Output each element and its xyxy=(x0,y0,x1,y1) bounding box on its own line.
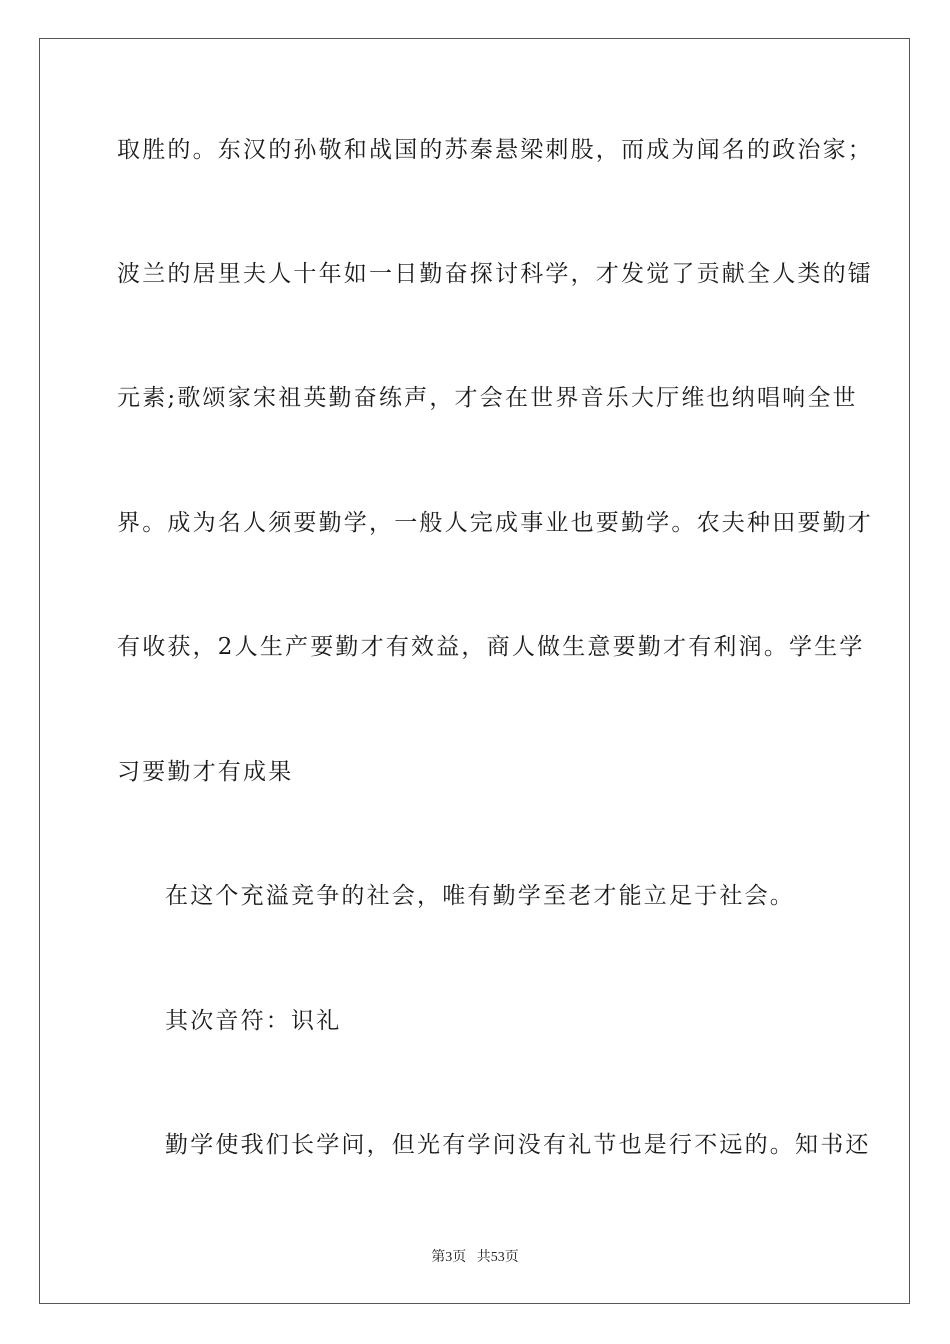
body-text-line: 界。成为名人须要勤学，一般人完成事业也要勤学。农夫种田要勤才 xyxy=(117,510,873,536)
body-text-line: 有收获，2人生产要勤才有效益，商人做生意要勤才有利润。学生学 xyxy=(117,634,865,660)
section-heading: 其次音符：识礼 xyxy=(165,1008,342,1034)
body-text-line: 波兰的居里夫人十年如一日勤奋探讨科学，才发觉了贡献全人类的镭 xyxy=(117,261,873,287)
body-text-line: 习要勤才有成果 xyxy=(117,759,294,785)
body-text-line: 元素;歌颂家宋祖英勤奋练声，才会在世界音乐大厅维也纳唱响全世 xyxy=(117,385,858,411)
paragraph-text: 在这个充溢竞争的社会，唯有勤学至老才能立足于社会。 xyxy=(165,883,795,909)
paragraph-text: 勤学使我们长学问，但光有学问没有礼节也是行不远的。知书还 xyxy=(165,1132,871,1158)
page-number-footer: 第3页 共53页 xyxy=(431,1250,519,1265)
page-border xyxy=(39,38,910,1304)
body-text-line: 取胜的。东汉的孙敬和战国的苏秦悬梁刺股，而成为闻名的政治家； xyxy=(117,137,873,163)
